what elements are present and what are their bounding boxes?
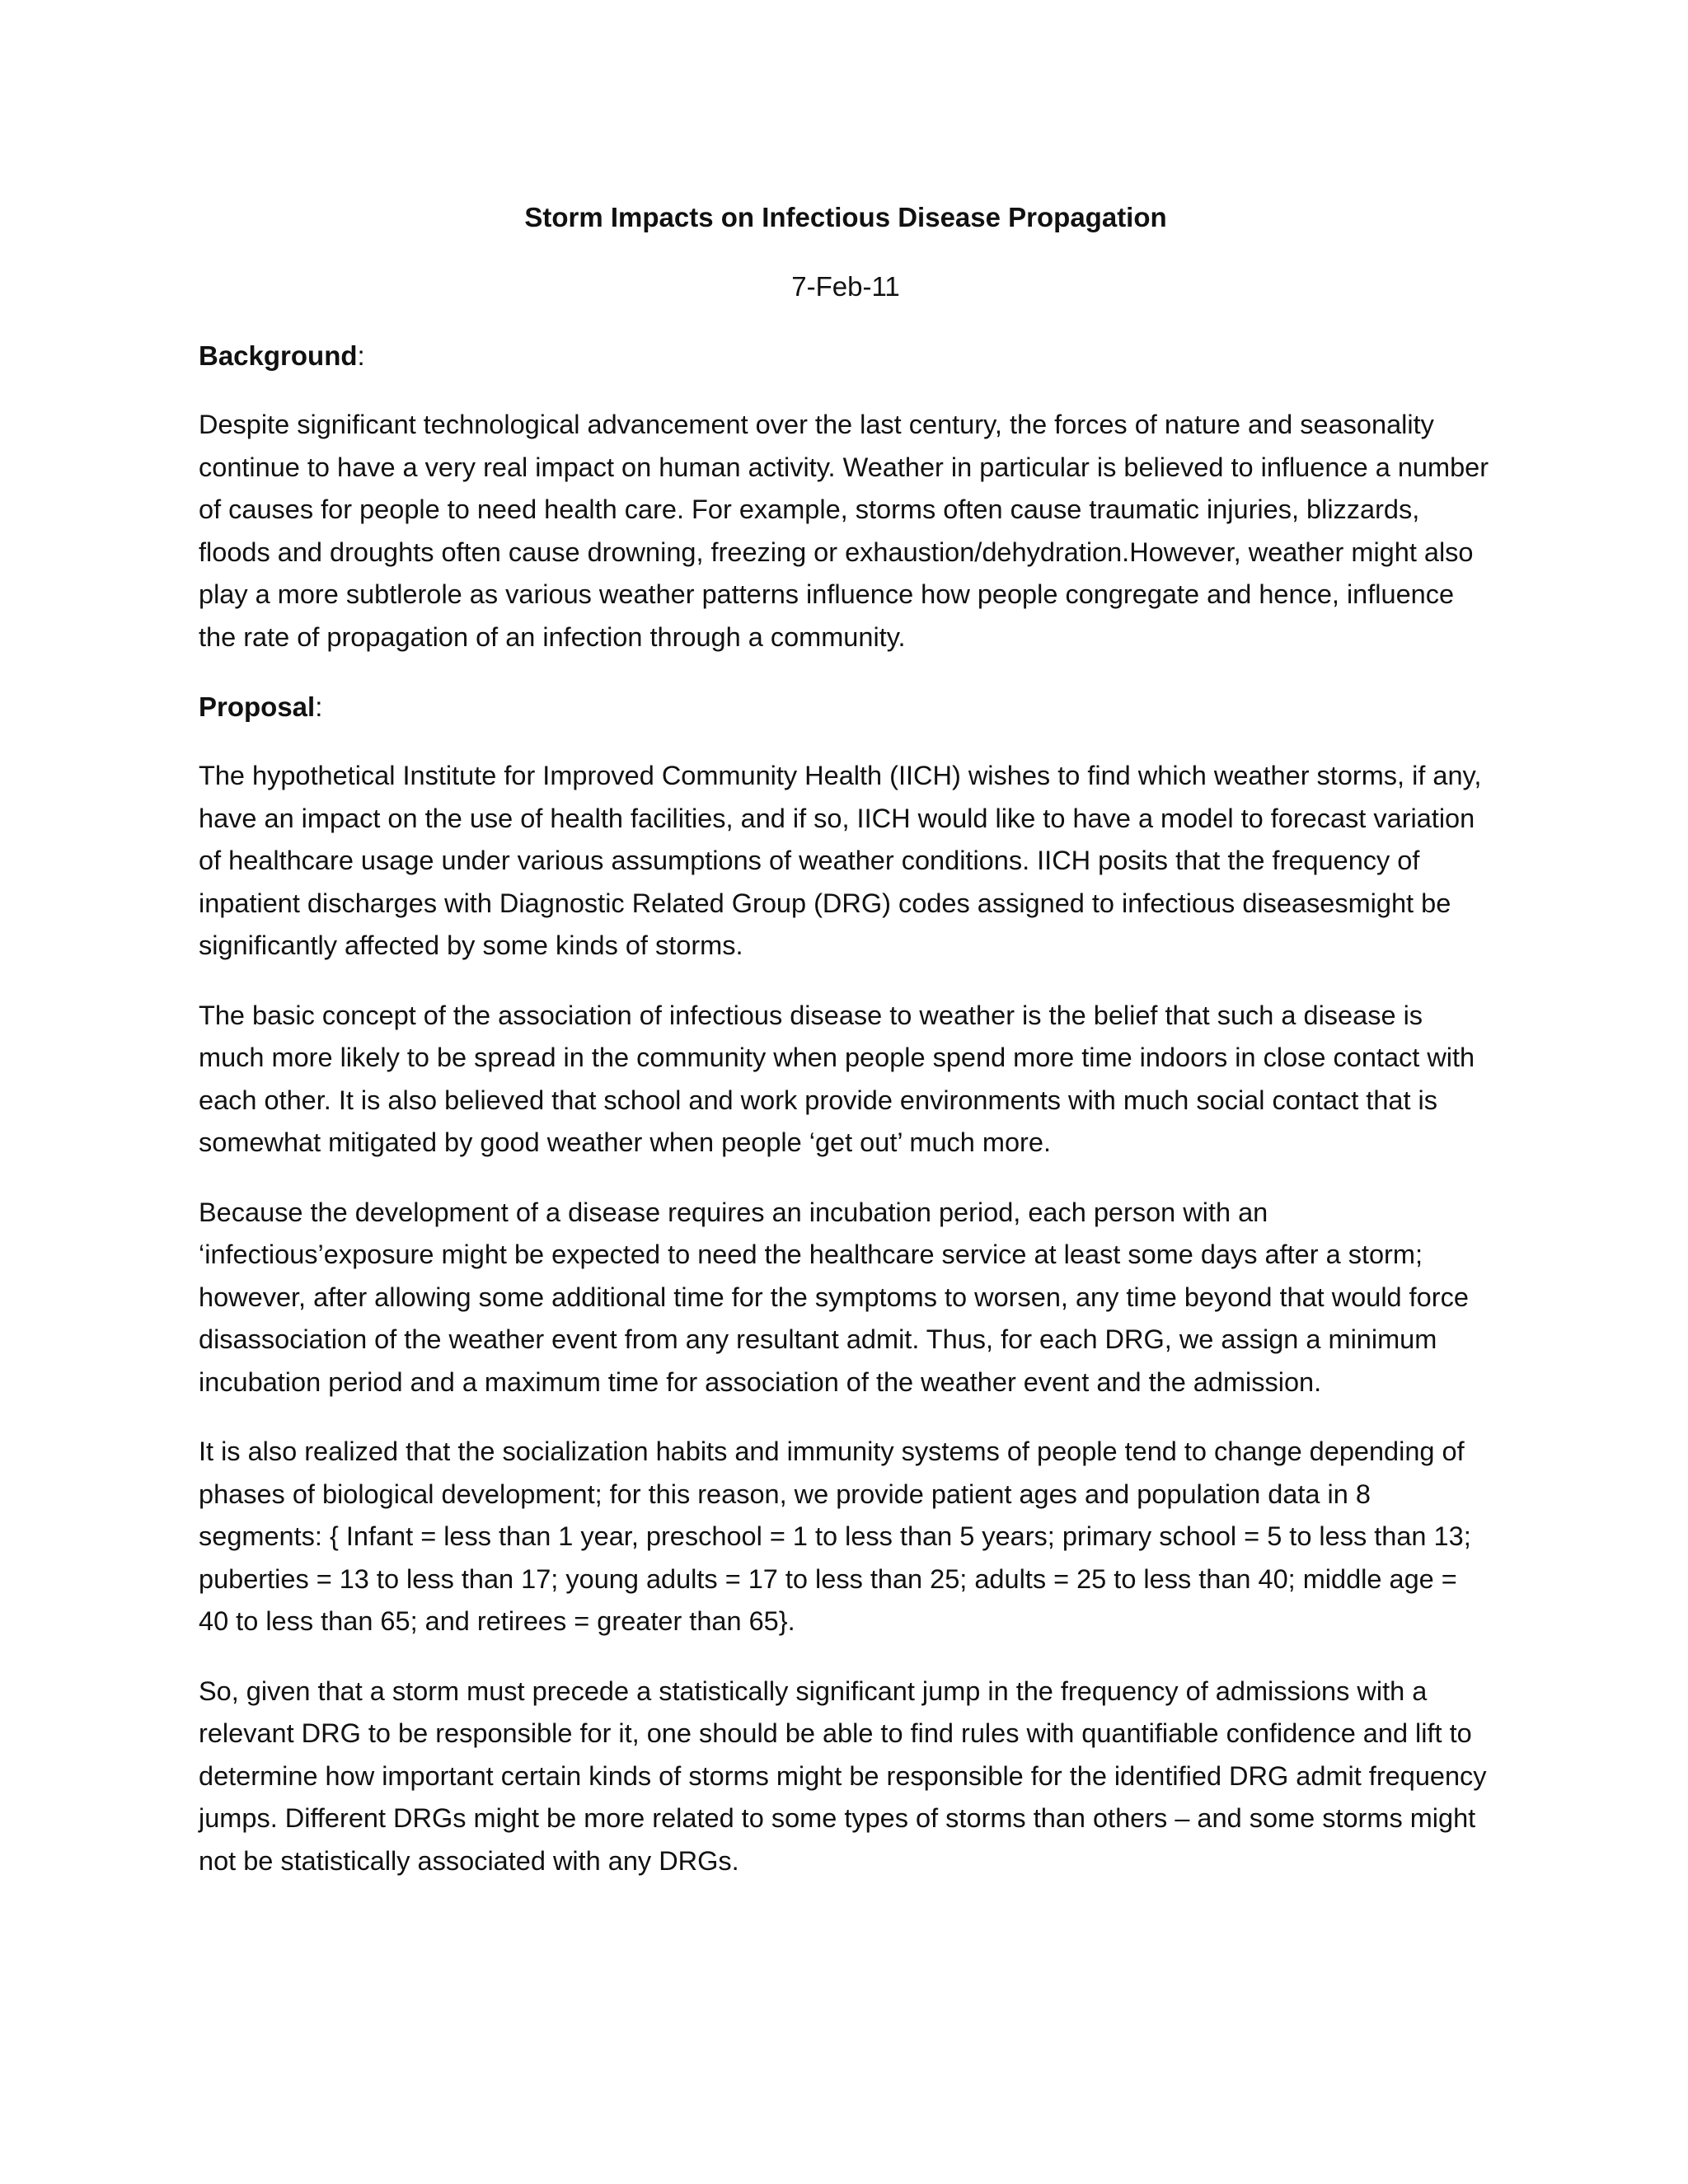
background-heading	[199, 335, 1493, 377]
proposal-heading	[199, 686, 1493, 729]
background-heading-suffix: :	[357, 340, 365, 371]
background-heading-label: Background	[199, 340, 358, 371]
proposal-paragraph-3: Because the development of a disease requires an incubation period, each person with an ‘infectious’exposure might be expected to need the healthcare service at least some days after a storm; however, after allowing some additional time for the symptoms to worsen, any time beyond that would force disassociation of the weather event from any resultant admit. Thus, for each DRG, we assign a minimum incubation period and a maximum time for association of the weather event and the admission.	[199, 1197, 1469, 1397]
document-title: Storm Impacts on Infectious Disease Propagation	[524, 202, 1167, 232]
document-body	[199, 196, 1493, 1910]
proposal-paragraph-2: The basic concept of the association of infectious disease to weather is the belief that such a disease is much more likely to be spread in the community when people spend more time indoors in close contact with each other. It is also believed that school and work provide environments with much social contact that is somewhat mitigated by good weather when people ‘get out’ much more.	[199, 1000, 1475, 1157]
document-date: 7-Feb-11	[791, 271, 900, 302]
proposal-paragraph-4: It is also realized that the socialization habits and immunity systems of people tend to change depending of phases of biological development; for this reason, we provide patient ages and population data in 8 segments: { Infant = less than 1 year, preschool = 1 to less than 5 years; primary school = 5 to less than 13; puberties = 13 to less than 17; young adults = 17 to less than 25; adults = 25 to less than 40; middle age = 40 to less than 65; and retirees = greater than 65}.	[199, 1436, 1471, 1636]
proposal-heading-suffix: :	[315, 691, 323, 722]
proposal-heading-label: Proposal	[199, 691, 316, 722]
proposal-paragraph-1: The hypothetical Institute for Improved Community Health (IICH) wishes to find which weather storms, if any, have an impact on the use of health facilities, and if so, IICH would like to have a model to forecast variation of healthcare usage under various assumptions of weather conditions. IICH posits that the frequency of inpatient discharges with Diagnostic Related Group (DRG) codes assigned to infectious diseasesmight be significantly affected by some kinds of storms.	[199, 761, 1482, 960]
background-paragraph-1: Despite significant technological advancement over the last century, the forces of nature and seasonality continue to have a very real impact on human activity. Weather in particular is believed to influence a number of causes for people to need health care. For example, storms often cause traumatic injuries, blizzards, floods and droughts often cause drowning, freezing or exhaustion/dehydration.However, weather might also play a more subtlerole as various weather patterns influence how people congregate and hence, influence the rate of propagation of an infection through a community.	[199, 410, 1489, 652]
proposal-paragraph-5: So, given that a storm must precede a statistically significant jump in the frequency of admissions with a relevant DRG to be responsible for it, one should be able to find rules with quantifiable confidence and lift to determine how important certain kinds of storms might be responsible for the identified DRG admit frequency jumps. Different DRGs might be more related to some types of storms than others – and some storms might not be statistically associated with any DRGs.	[199, 1675, 1487, 1876]
